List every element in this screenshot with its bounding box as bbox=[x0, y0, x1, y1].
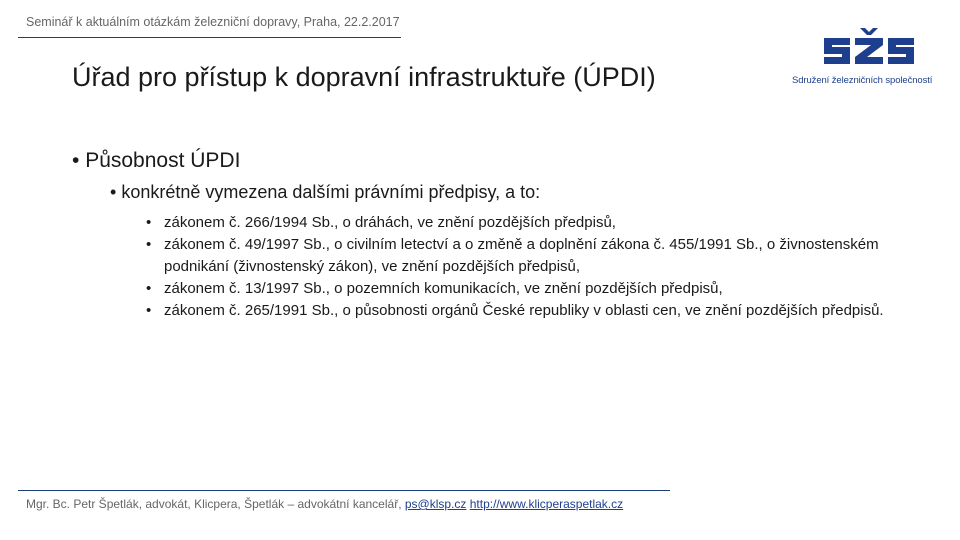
law-list-item bbox=[146, 278, 906, 300]
bullet-dot: • bbox=[146, 280, 152, 297]
law-list bbox=[146, 212, 906, 322]
law-list-item-text: zákonem č. 266/1994 Sb., o dráhách, ve znění pozdějších předpisů, bbox=[164, 214, 616, 231]
footer-website-link[interactable]: http://www.klicperaspetlak.cz bbox=[469, 497, 624, 511]
bullet-level-2-text: konkrétně vymezena dalšími právními předpisy, a to: bbox=[121, 182, 541, 202]
footer bbox=[26, 497, 623, 511]
header-note: Seminář k aktuálním otázkám železniční dopravy, Praha, 22.2.2017 bbox=[26, 15, 400, 29]
bullet-dot: • bbox=[72, 149, 86, 172]
szs-logo bbox=[792, 28, 948, 88]
szs-logo-mark bbox=[822, 28, 918, 68]
bullet-dot: • bbox=[146, 236, 152, 253]
law-list-item-text: zákonem č. 13/1997 Sb., o pozemních komunikacích, ve znění pozdějších předpisů, bbox=[164, 280, 723, 297]
law-list-item bbox=[146, 212, 906, 234]
law-list-item-text: zákonem č. 49/1997 Sb., o civilním letectví a o změně a doplnění zákona č. 455/1991 Sb., o živnostenském podnikání (živnostenský zákon), ve znění pozdějších předpisů, bbox=[164, 236, 879, 275]
footer-author: Mgr. Bc. Petr Špetlák, advokát, Klicpera, Špetlák – advokátní kancelář, bbox=[26, 497, 405, 511]
bullet-dot: • bbox=[110, 182, 122, 202]
bullet-level-1-text: Působnost ÚPDI bbox=[85, 149, 241, 172]
logo-subtitle: Sdružení železničních společností bbox=[792, 75, 933, 86]
law-list-item-text: zákonem č. 265/1991 Sb., o působnosti orgánů České republiky v oblasti cen, ve znění pozdějších předpisů. bbox=[164, 302, 884, 319]
bullet-level-2 bbox=[110, 182, 540, 203]
bullet-dot: • bbox=[146, 214, 152, 231]
footer-divider bbox=[18, 490, 670, 491]
slide-title: Úřad pro přístup k dopravní infrastruktuře (ÚPDI) bbox=[72, 62, 656, 92]
header-divider bbox=[18, 37, 401, 38]
footer-email-link[interactable]: ps@klsp.cz bbox=[404, 497, 467, 511]
bullet-dot: • bbox=[146, 302, 152, 319]
bullet-level-1 bbox=[72, 149, 240, 173]
law-list-item bbox=[146, 234, 906, 278]
law-list-item bbox=[146, 300, 906, 322]
